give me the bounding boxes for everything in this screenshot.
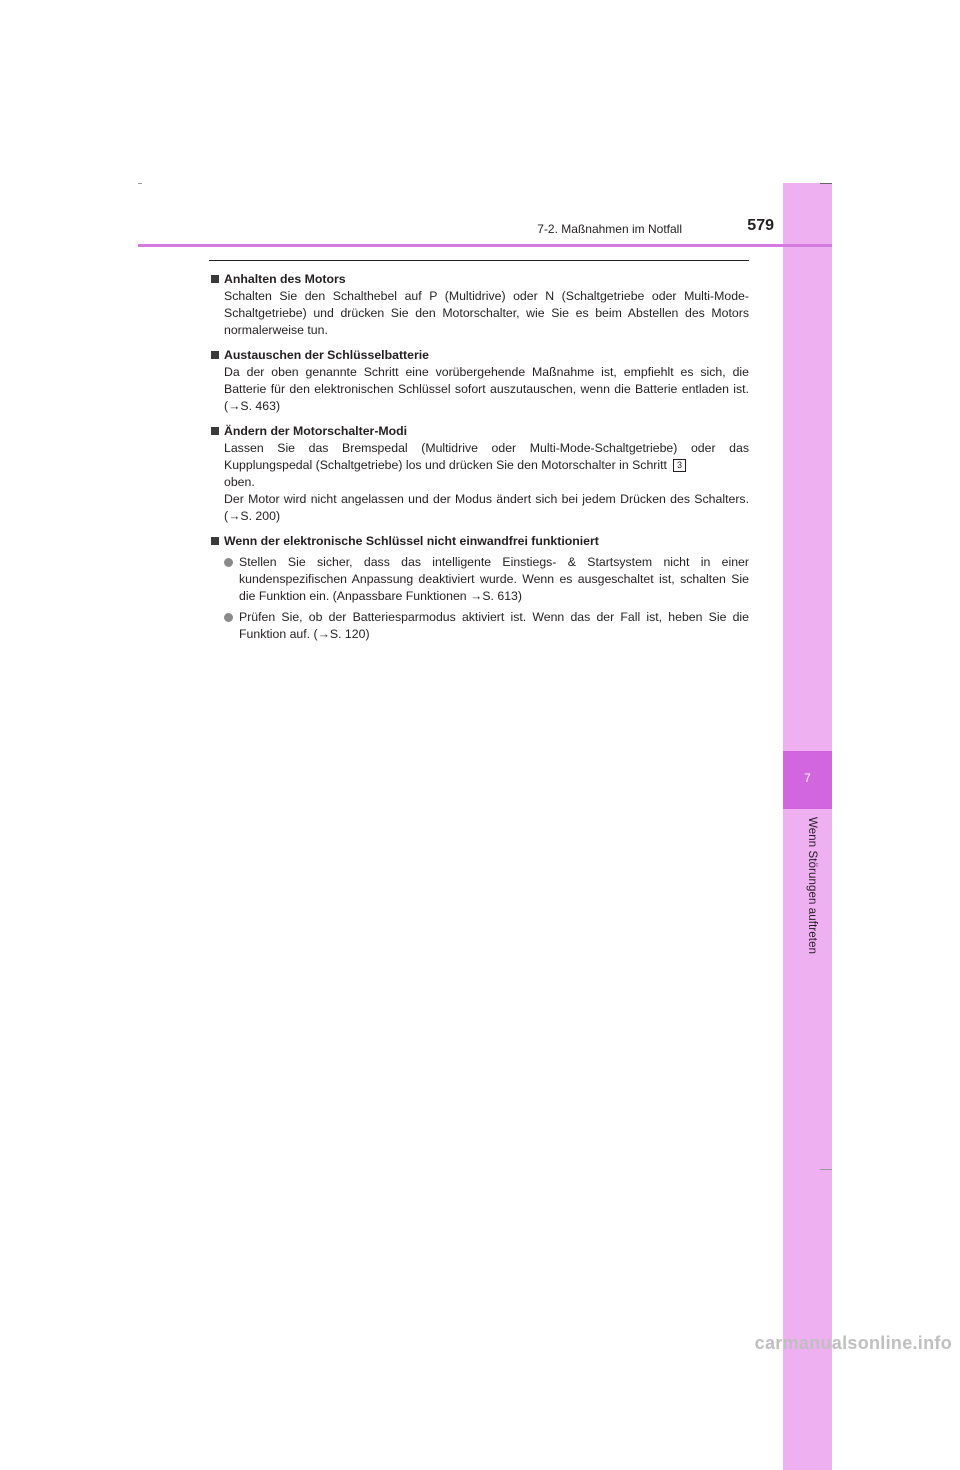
step-text-after: oben. xyxy=(224,475,255,489)
step-number-box: 3 xyxy=(673,459,686,472)
side-tab-bottom-mark xyxy=(820,1169,832,1170)
heading-text: Anhalten des Motors xyxy=(224,272,346,286)
section-text: Schalten Sie den Schalthebel auf P (Multidrive) oder N (Schaltgetriebe oder Multi-Mode-Schaltgetriebe) und drücken Sie den Motorschalter, wie Sie es beim Abstellen des Motors normalerweise tun. xyxy=(224,289,749,337)
circle-bullet-icon xyxy=(224,558,233,567)
section-text-2: Der Motor wird nicht angelassen und der Modus ändert sich bei jedem Drücken des Schalters. (→S. 200) xyxy=(224,492,749,523)
section-schluessel-funktion xyxy=(209,533,749,643)
page-content xyxy=(209,271,749,651)
square-bullet-icon xyxy=(211,351,219,359)
section-anhalten xyxy=(209,271,749,339)
heading-text: Wenn der elektronische Schlüssel nicht einwandfrei funktioniert xyxy=(224,534,599,548)
header-rule xyxy=(138,244,832,247)
section-motorschalter-modi xyxy=(209,423,749,525)
list-item xyxy=(224,554,749,605)
list-item-text: Prüfen Sie, ob der Batteriesparmodus aktiviert ist. Wenn das der Fall ist, heben Sie die Funktion auf. (→S. 120) xyxy=(239,610,749,641)
section-heading xyxy=(209,347,749,364)
section-schluesselbatterie xyxy=(209,347,749,415)
heading-text: Austauschen der Schlüsselbatterie xyxy=(224,348,430,362)
side-tab-crop-mark xyxy=(820,183,832,184)
chapter-number: 7 xyxy=(804,771,811,785)
watermark: carmanualsonline.info xyxy=(754,1333,952,1353)
list-item xyxy=(224,609,749,643)
list-item-text: Stellen Sie sicher, dass das intelligente Einstiegs- & Startsystem nicht in einer kundenspezifischen Anpassung deaktiviert wurde. Wenn es ausgeschaltet ist, schalten Sie die Funktion ein. (Anpassbare Funktionen →S. 613) xyxy=(239,555,749,603)
chapter-title: Wenn Störungen auftreten xyxy=(806,817,818,955)
step-text-before: Lassen Sie das Bremspedal (Multidrive oder Multi-Mode-Schaltgetriebe) oder das Kupplungspedal (Schaltgetriebe) los und drücken Sie den Motorschalter in Schritt xyxy=(224,441,749,472)
section-title: 7-2. Maßnahmen im Notfall xyxy=(537,222,682,236)
heading-text: Ändern der Motorschalter-Modi xyxy=(224,424,408,438)
section-heading xyxy=(209,271,749,288)
circle-bullet-icon xyxy=(224,613,233,622)
square-bullet-icon xyxy=(211,537,219,545)
section-text: Da der oben genannte Schritt eine vorübergehende Maßnahme ist, empfiehlt es sich, die Batterie für den elektronischen Schlüssel sofort auszutauschen, wenn die Batterie entladen ist. (→S. 463) xyxy=(224,365,749,413)
section-text xyxy=(224,440,749,525)
page-number: 579 xyxy=(747,217,774,234)
square-bullet-icon xyxy=(211,427,219,435)
section-heading xyxy=(209,533,749,550)
square-bullet-icon xyxy=(211,275,219,283)
corner-crop-mark xyxy=(138,183,142,184)
section-heading xyxy=(209,423,749,440)
content-top-rule xyxy=(209,260,749,261)
